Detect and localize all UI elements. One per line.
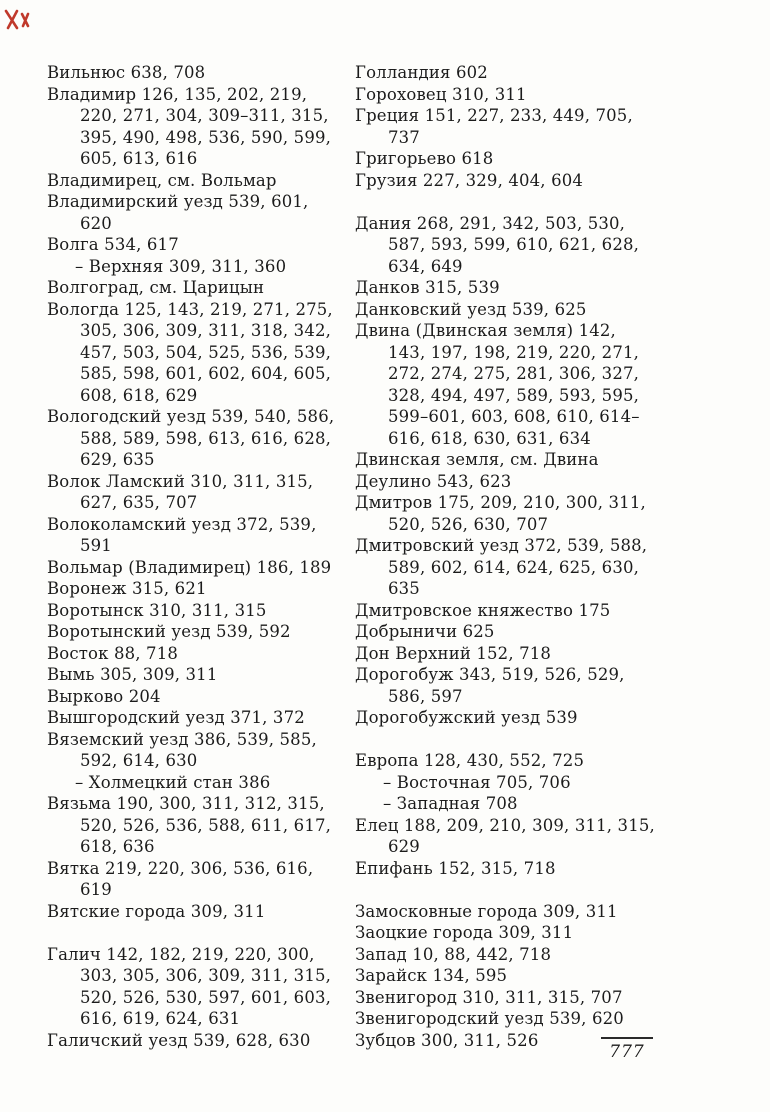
group-gap <box>355 191 655 213</box>
index-entry: Замосковные города 309, 311 <box>355 901 618 921</box>
index-subentry: – Западная 708 <box>383 794 518 813</box>
index-entry: Гороховец 310, 311 <box>355 84 527 104</box>
index-entry: Вятка 219, 220, 306, 536, 616, 619 <box>47 858 314 899</box>
index-entry: Галич 142, 182, 219, 220, 300, 303, 305, 306, 309, 311, 315, 520, 526, 530, 597, 601, 603, 616, 619, 624, 631 <box>47 944 332 1028</box>
index-entry: Данков 315, 539 <box>355 278 500 297</box>
index-entry: Дорогобужский уезд 539 <box>355 708 578 727</box>
index-entry: Звенигород 310, 311, 315, 707 <box>355 987 623 1007</box>
group-gap <box>47 922 339 944</box>
index-entry: Греция 151, 227, 233, 449, 705, 737 <box>355 106 633 147</box>
index-entry: Двинская земля, см. Двина <box>355 450 599 469</box>
index-entry: Воронеж 315, 621 <box>47 579 207 598</box>
index-entry: Вышгородский уезд 371, 372 <box>47 708 305 727</box>
index-entry: Григорьево 618 <box>355 149 494 168</box>
index-entry: Зубцов 300, 311, 526 <box>355 1030 539 1050</box>
group-gap <box>355 729 655 751</box>
index-entry: Вологодский уезд 539, 540, 586, 588, 589, 598, 613, 616, 628, 629, 635 <box>47 407 335 469</box>
index-entry: Владимирец, см. Вольмар <box>47 170 277 190</box>
index-entry: Восток 88, 718 <box>47 643 178 663</box>
red-ink-mark <box>2 6 32 34</box>
index-entry: Вязьма 190, 300, 311, 312, 315, 520, 526, 536, 588, 611, 617, 618, 636 <box>47 794 332 856</box>
index-entry: Волгоград, см. Царицын <box>47 278 265 297</box>
index-entry: Дорогобуж 343, 519, 526, 529, 586, 597 <box>355 665 625 706</box>
index-entry: Деулино 543, 623 <box>355 471 512 491</box>
index-entry: Галичский уезд 539, 628, 630 <box>47 1030 311 1050</box>
index-entry: Грузия 227, 329, 404, 604 <box>355 170 584 190</box>
index-entry: Запад 10, 88, 442, 718 <box>355 944 552 964</box>
index-entry: Дмитровское княжество 175 <box>355 600 611 620</box>
index-entry: Вильнюс 638, 708 <box>47 63 206 82</box>
index-entry: Зарайск 134, 595 <box>355 966 508 985</box>
index-entry: Воротынский уезд 539, 592 <box>47 622 291 641</box>
index-entry: Дания 268, 291, 342, 503, 530, 587, 593, 599, 610, 621, 628, 634, 649 <box>355 213 640 276</box>
index-entry: Владимирский уезд 539, 601, 620 <box>47 192 309 233</box>
index-entry: Воротынск 310, 311, 315 <box>47 600 267 620</box>
index-entry: Двина (Двинская земля) 142, 143, 197, 198, 219, 220, 271, 272, 274, 275, 281, 306, 327, 328, 494, 497, 589, 593, 595, 599–601, 603, 608, 610, 614–616, 618, 630, 631, 634 <box>355 321 640 448</box>
page-number: 777 <box>601 1037 653 1062</box>
index-entry: Владимир 126, 135, 202, 219, 220, 271, 304, 309–311, 315, 395, 490, 498, 536, 590, 599, 605, 613, 616 <box>47 84 332 168</box>
index-entry: Дмитров 175, 209, 210, 300, 311, 520, 526, 630, 707 <box>355 493 646 534</box>
index-entry: Дон Верхний 152, 718 <box>355 643 552 663</box>
index-entry: Европа 128, 430, 552, 725 <box>355 751 585 770</box>
index-entry: Дмитровский уезд 372, 539, 588, 589, 602, 614, 624, 625, 630, 635 <box>355 536 648 598</box>
red-ink-mark-glyph <box>2 6 32 34</box>
index-entry: Епифань 152, 315, 718 <box>355 858 556 878</box>
index-entry: Вятские города 309, 311 <box>47 901 266 921</box>
index-entry: Добрыничи 625 <box>355 622 495 641</box>
index-entry: Голландия 602 <box>355 63 488 82</box>
index-entry: Звенигородский уезд 539, 620 <box>355 1009 624 1028</box>
index-entry: Вологда 125, 143, 219, 271, 275, 305, 306, 309, 311, 318, 342, 457, 503, 504, 525, 536, 539, 585, 598, 601, 602, 604, 605, 608, 618, 629 <box>47 299 333 405</box>
index-subentry: – Восточная 705, 706 <box>383 772 571 792</box>
index-entry: Вымь 305, 309, 311 <box>47 665 218 684</box>
index-entry: Вырково 204 <box>47 686 161 706</box>
index-entry: Вольмар (Владимирец) 186, 189 <box>47 557 332 577</box>
group-gap <box>355 879 655 901</box>
index-entry: Данковский уезд 539, 625 <box>355 299 587 319</box>
index-entry: Волга 534, 617 <box>47 235 179 254</box>
column-left <box>47 62 339 1051</box>
index-entry: Елец 188, 209, 210, 309, 311, 315, 629 <box>355 815 655 856</box>
column-right <box>355 62 655 1051</box>
index-subentry: – Холмецкий стан 386 <box>75 772 271 792</box>
index-entry: Заоцкие города 309, 311 <box>355 923 574 942</box>
index-entry: Волоколамский уезд 372, 539, 591 <box>47 514 317 555</box>
index-entry: Вяземский уезд 386, 539, 585, 592, 614, 630 <box>47 729 317 770</box>
index-subentry: – Верхняя 309, 311, 360 <box>75 256 287 276</box>
index-entry: Волок Ламский 310, 311, 315, 627, 635, 707 <box>47 471 314 512</box>
